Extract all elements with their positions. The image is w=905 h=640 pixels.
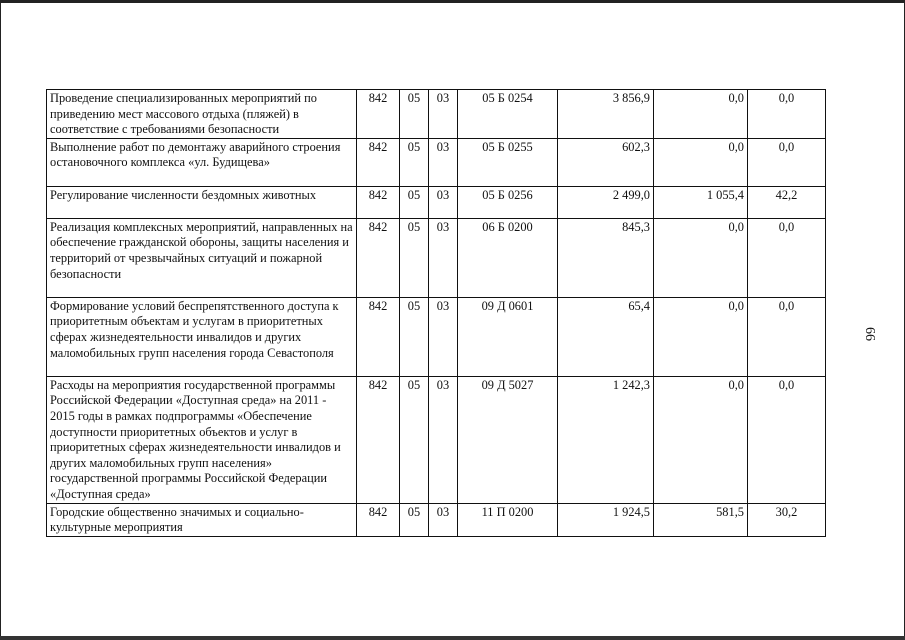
- cell-rz: 05: [400, 503, 429, 536]
- cell-percent: 0,0: [748, 90, 826, 139]
- cell-percent: 30,2: [748, 503, 826, 536]
- cell-plan: 2 499,0: [558, 186, 654, 218]
- scan-edge-top: [0, 0, 905, 3]
- cell-pr: 03: [429, 218, 458, 297]
- cell-plan: 845,3: [558, 218, 654, 297]
- cell-percent: 0,0: [748, 138, 826, 186]
- table-row: [47, 218, 826, 297]
- cell-rz: 05: [400, 218, 429, 297]
- cell-plan: 1 242,3: [558, 376, 654, 503]
- cell-ved: 842: [357, 218, 400, 297]
- cell-csr: 11 П 0200: [458, 503, 558, 536]
- cell-csr: 06 Б 0200: [458, 218, 558, 297]
- cell-name: Формирование условий беспрепятственного доступа к приоритетным объектам и услугам в приоритетных сферах жизнедеятельности инвалидов и других маломобильных групп населения города Севастополя: [47, 297, 357, 376]
- cell-percent: 0,0: [748, 297, 826, 376]
- cell-name: Регулирование численности бездомных животных: [47, 186, 357, 218]
- table-body: [47, 90, 826, 537]
- table-row: [47, 186, 826, 218]
- cell-csr: 05 Б 0254: [458, 90, 558, 139]
- budget-table: [46, 89, 826, 537]
- cell-percent: 0,0: [748, 376, 826, 503]
- cell-pr: 03: [429, 186, 458, 218]
- cell-ved: 842: [357, 90, 400, 139]
- cell-plan: 3 856,9: [558, 90, 654, 139]
- cell-rz: 05: [400, 297, 429, 376]
- cell-percent: 42,2: [748, 186, 826, 218]
- cell-rz: 05: [400, 376, 429, 503]
- cell-ved: 842: [357, 376, 400, 503]
- cell-percent: 0,0: [748, 218, 826, 297]
- cell-fact: 0,0: [654, 376, 748, 503]
- cell-rz: 05: [400, 186, 429, 218]
- cell-name: Расходы на мероприятия государственной программы Российской Федерации «Доступная среда» на 2011 - 2015 годы в рамках подпрограммы «Обеспечение доступности приоритетных объектов и услуг в приоритетных сферах жизнедеятельности инвалидов и других маломобильных групп населения» государственной программы Российской Федерации «Доступная среда»: [47, 376, 357, 503]
- cell-csr: 05 Б 0256: [458, 186, 558, 218]
- cell-rz: 05: [400, 90, 429, 139]
- table-row: [47, 138, 826, 186]
- cell-name: Городские общественно значимых и социально-культурные мероприятия: [47, 503, 357, 536]
- table-row: [47, 297, 826, 376]
- cell-ved: 842: [357, 297, 400, 376]
- cell-fact: 0,0: [654, 218, 748, 297]
- cell-fact: 0,0: [654, 138, 748, 186]
- table-row: [47, 90, 826, 139]
- cell-pr: 03: [429, 90, 458, 139]
- cell-ved: 842: [357, 138, 400, 186]
- table-row: [47, 503, 826, 536]
- cell-fact: 0,0: [654, 297, 748, 376]
- cell-name: Реализация комплексных мероприятий, направленных на обеспечение гражданской обороны, защиты населения и территорий от чрезвычайных ситуаций и пожарной безопасности: [47, 218, 357, 297]
- cell-csr: 05 Б 0255: [458, 138, 558, 186]
- cell-fact: 1 055,4: [654, 186, 748, 218]
- cell-plan: 65,4: [558, 297, 654, 376]
- scan-edge-bottom: [0, 636, 905, 640]
- cell-fact: 581,5: [654, 503, 748, 536]
- table-row: [47, 376, 826, 503]
- cell-name: Проведение специализированных мероприятий по приведению мест массового отдыха (пляжей) в соответствие с требованиями безопасности: [47, 90, 357, 139]
- cell-plan: 1 924,5: [558, 503, 654, 536]
- cell-pr: 03: [429, 376, 458, 503]
- cell-name: Выполнение работ по демонтажу аварийного строения остановочного комплекса «ул. Будищева»: [47, 138, 357, 186]
- cell-plan: 602,3: [558, 138, 654, 186]
- page-number: 66: [862, 327, 877, 341]
- cell-ved: 842: [357, 503, 400, 536]
- cell-csr: 09 Д 0601: [458, 297, 558, 376]
- cell-pr: 03: [429, 297, 458, 376]
- cell-rz: 05: [400, 138, 429, 186]
- cell-pr: 03: [429, 138, 458, 186]
- cell-ved: 842: [357, 186, 400, 218]
- cell-csr: 09 Д 5027: [458, 376, 558, 503]
- cell-fact: 0,0: [654, 90, 748, 139]
- cell-pr: 03: [429, 503, 458, 536]
